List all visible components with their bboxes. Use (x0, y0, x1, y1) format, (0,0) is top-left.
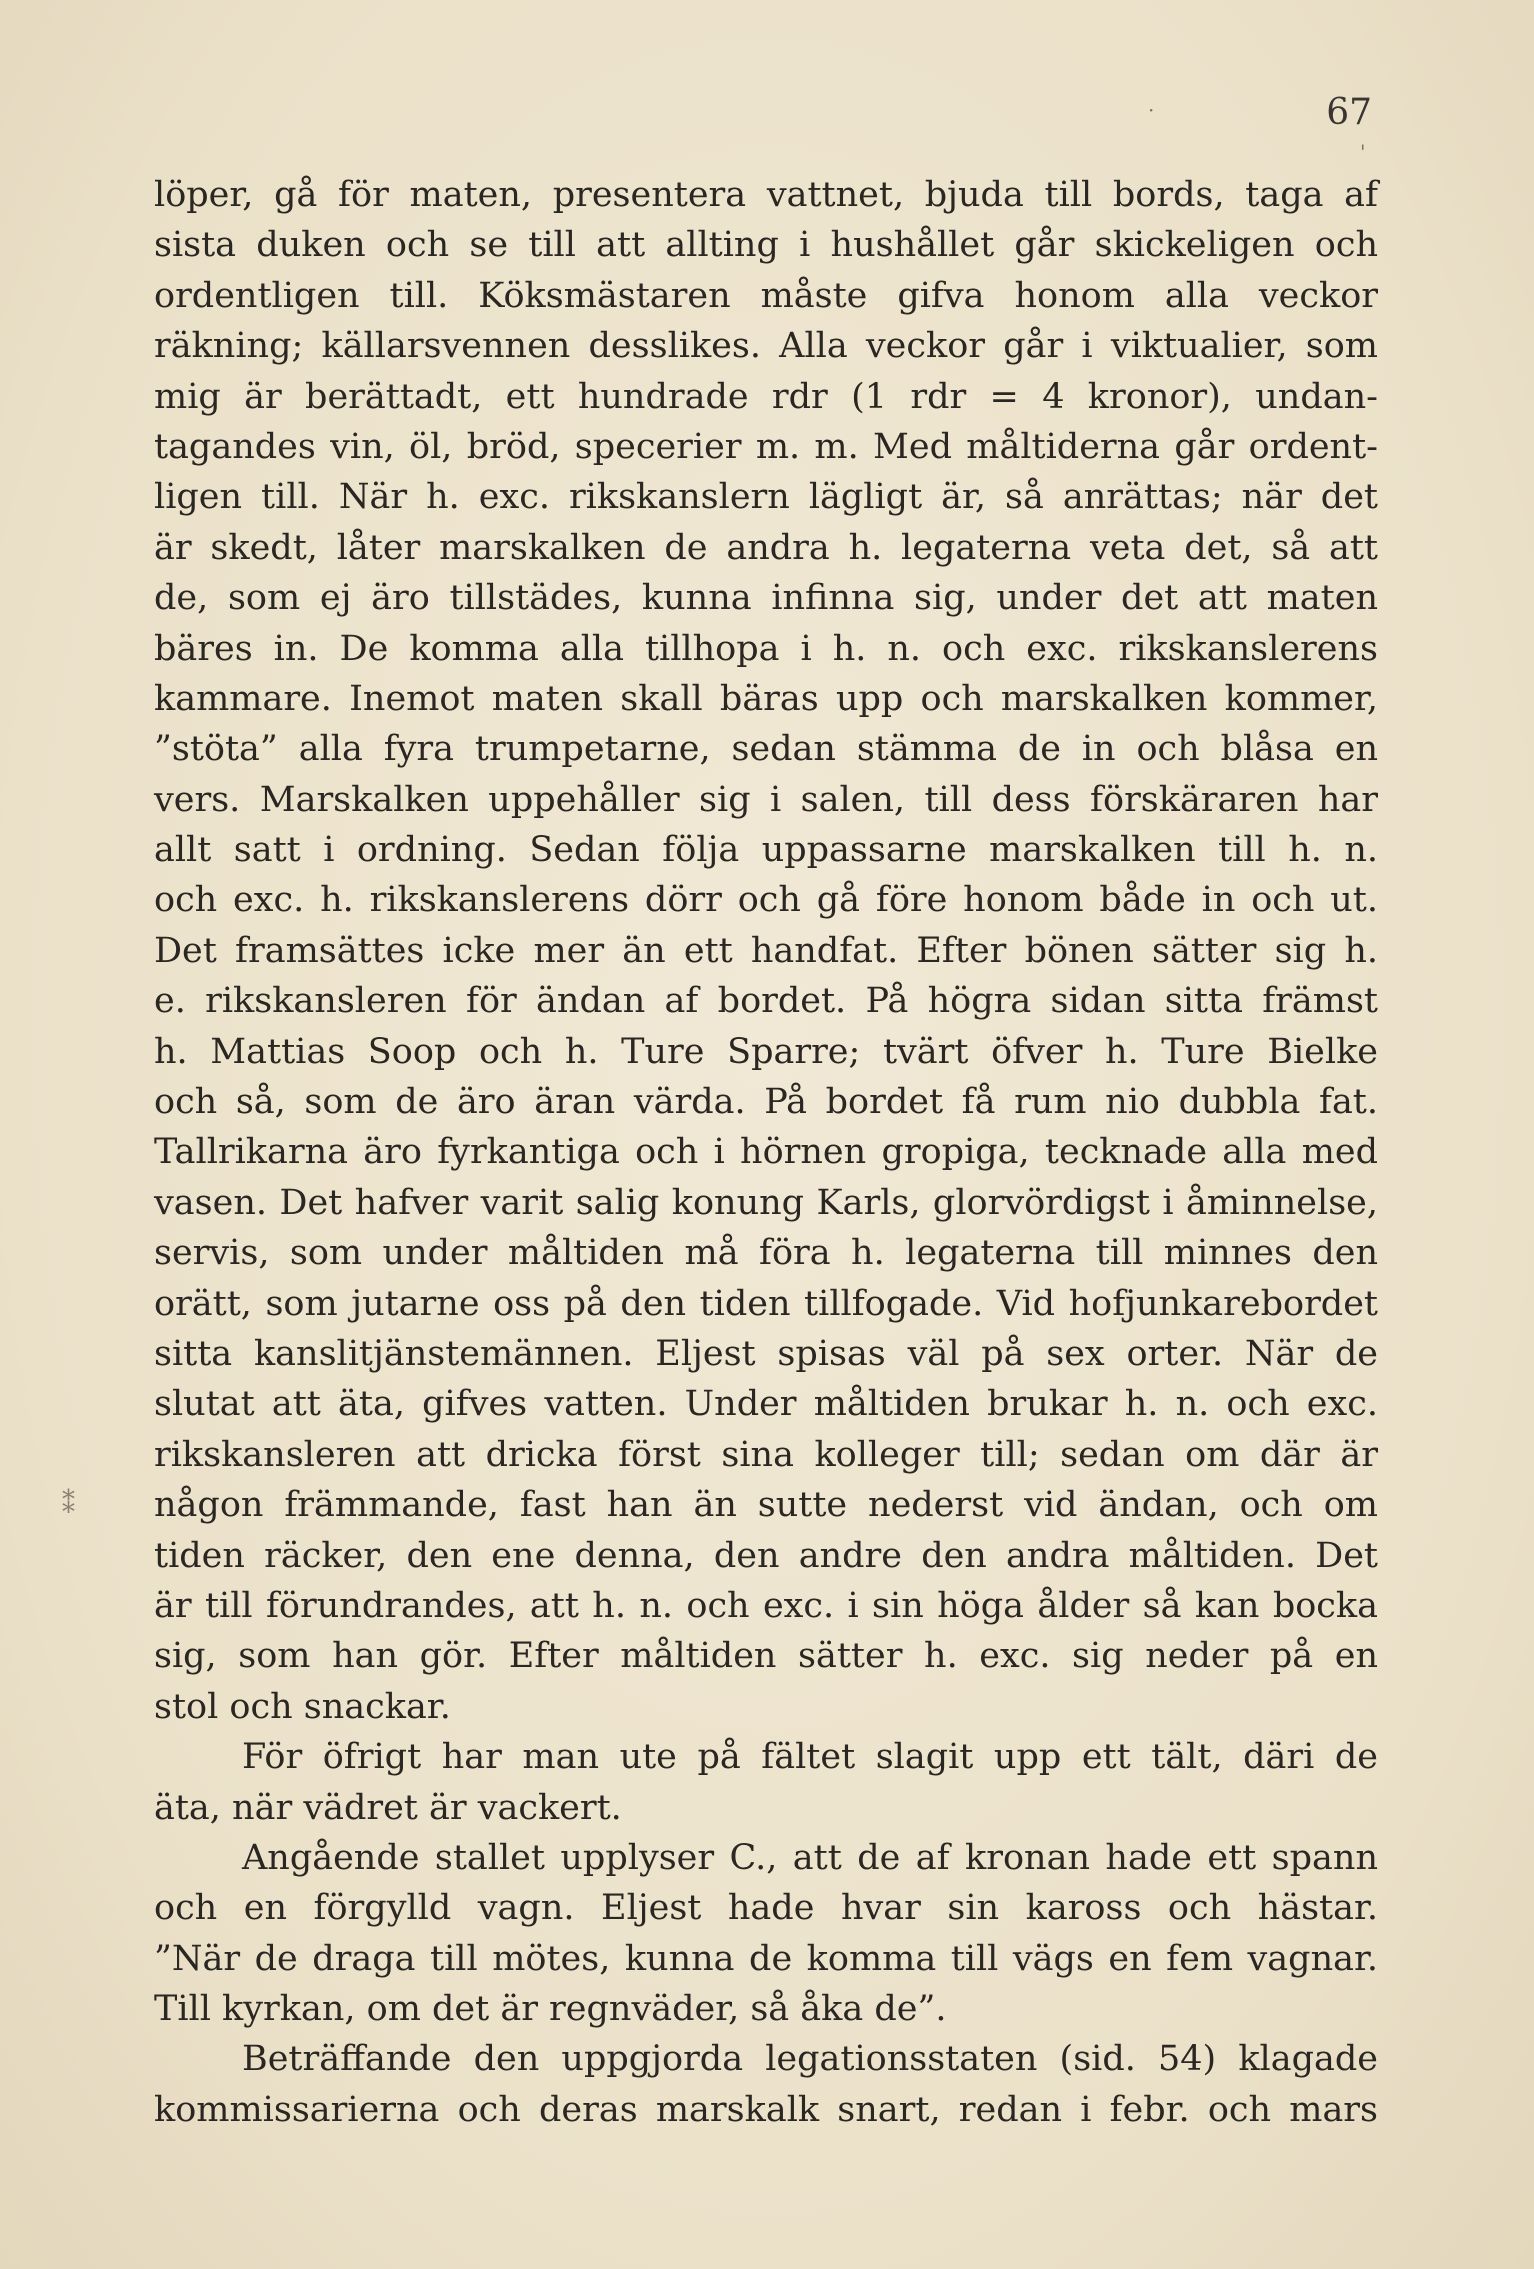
text-line: Till kyrkan, om det är regnväder, så åka de”. (154, 1989, 947, 2030)
page-number: 67 (1326, 92, 1372, 133)
paragraph-start-line: Angående stallet upplyser C., att de af kronan hade ett spann (242, 1837, 1378, 1878)
text-line: vers. Marskalken uppehåller sig i salen, till dess förskäraren har (154, 779, 1378, 820)
text-line: mig är berättadt, ett hundrade rdr (1 rdr = 4 kronor), undan- (154, 376, 1378, 417)
text-line: kommissarierna och deras marskalk snart, redan i febr. och mars (154, 2089, 1378, 2130)
text-line: stol och snackar. (154, 1686, 451, 1727)
text-line: Tallrikarna äro fyrkantiga och i hörnen gropiga, tecknade alla med (154, 1132, 1378, 1173)
text-line: räkning; källarsvennen desslikes. Alla veckor går i viktualier, som (154, 326, 1378, 367)
ink-speck: · (1148, 98, 1155, 122)
text-line: rikskansleren att dricka först sina kolleger till; sedan om där är (154, 1434, 1378, 1475)
text-line: allt satt i ordning. Sedan följa uppassarne marskalken till h. n. (154, 830, 1378, 871)
text-line: och exc. h. rikskanslerens dörr och gå före honom både in och ut. (154, 880, 1378, 921)
ink-speck: ' (1360, 140, 1366, 164)
text-line: ”När de draga till mötes, kunna de komma till vägs en fem vagnar. (154, 1938, 1378, 1979)
paragraph-start-line: För öfrigt har man ute på fältet slagit upp ett tält, däri de (242, 1737, 1378, 1778)
text-line: och så, som de äro äran värda. På bordet få rum nio dubbla fat. (154, 1082, 1378, 1123)
text-line: sig, som han gör. Efter måltiden sätter h. exc. sig neder på en (154, 1636, 1378, 1677)
body-text (154, 170, 1378, 2135)
text-line: tagandes vin, öl, bröd, specerier m. m. Med måltiderna går ordent- (154, 426, 1378, 467)
text-line: Det framsättes icke mer än ett handfat. Efter bönen sätter sig h. (154, 930, 1378, 971)
text-line: tiden räcker, den ene denna, den andre den andra måltiden. Det (154, 1535, 1378, 1576)
text-line: någon främmande, fast han än sutte nederst vid ändan, och om (154, 1485, 1378, 1526)
text-line: vasen. Det hafver varit salig konung Karls, glorvördigst i åminnelse, (154, 1182, 1378, 1223)
paragraph-start-line: Beträffande den uppgjorda legationsstaten (sid. 54) klagade (242, 2039, 1378, 2080)
text-line: löper, gå för maten, presentera vattnet, bjuda till bords, taga af (154, 175, 1378, 215)
text-line: äta, när vädret är vackert. (154, 1787, 622, 1828)
text-line: e. rikskansleren för ändan af bordet. På högra sidan sitta främst (154, 981, 1378, 1022)
margin-ink-mark: ⁑ (62, 1490, 75, 1520)
text-line: är till förundrandes, att h. n. och exc. i sin höga ålder så kan bocka (154, 1585, 1378, 1626)
text-line: h. Mattias Soop och h. Ture Sparre; tvärt öfver h. Ture Bielke (154, 1031, 1378, 1072)
text-line: sista duken och se till att allting i hushållet går skickeligen och (154, 225, 1378, 266)
text-line: bäres in. De komma alla tillhopa i h. n. och exc. rikskanslerens (154, 628, 1378, 669)
text-line: orätt, som jutarne oss på den tiden tillfogade. Vid hofjunkarebordet (154, 1283, 1378, 1324)
text-line: ”stöta” alla fyra trumpetarne, sedan stämma de in och blåsa en (154, 729, 1378, 770)
text-line: ordentligen till. Köksmästaren måste gifva honom alla veckor (154, 275, 1378, 316)
text-line: och en förgylld vagn. Eljest hade hvar sin kaross och hästar. (154, 1888, 1378, 1929)
text-line: servis, som under måltiden må föra h. legaterna till minnes den (154, 1233, 1378, 1274)
text-line: sitta kanslitjänstemännen. Eljest spisas väl på sex orter. När de (154, 1333, 1378, 1374)
text-line: de, som ej äro tillstädes, kunna infinna sig, under det att maten (154, 578, 1378, 619)
text-line: är skedt, låter marskalken de andra h. legaterna veta det, så att (154, 527, 1378, 568)
text-line: ligen till. När h. exc. rikskanslern lägligt är, så anrättas; när det (154, 477, 1378, 518)
text-line: slutat att äta, gifves vatten. Under måltiden brukar h. n. och exc. (154, 1384, 1378, 1425)
text-line: kammare. Inemot maten skall bäras upp och marskalken kommer, (154, 678, 1378, 719)
